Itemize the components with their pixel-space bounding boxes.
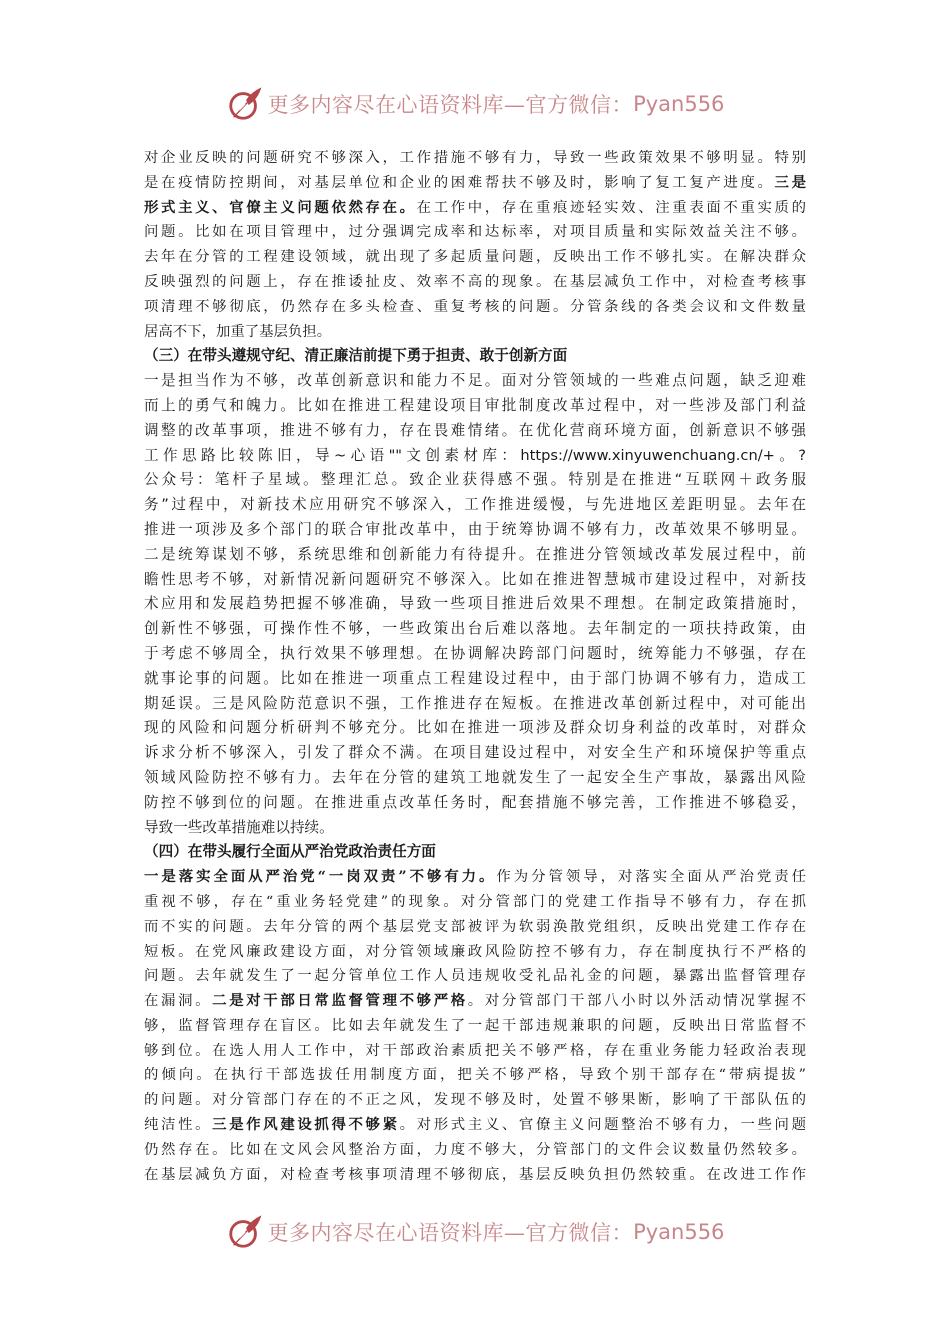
text-line: [144, 692, 806, 717]
text-line: [144, 295, 806, 320]
banner-text: 更多内容尽在心语资料库—官方微信：: [267, 93, 634, 117]
text-run: 。对分管部门干部八小时以外活动情况掌握不: [467, 993, 806, 1010]
text-run: 够到位。在选人用人工作中，对干部政治素质把关不够严格，存在重业务能力轻政治表现: [144, 1042, 806, 1059]
text-run: 在工作中，存在重痕迹轻实效、注重表面不重实质的: [416, 199, 806, 216]
text-line: [144, 667, 806, 692]
text-run: 推进一项涉及多个部门的联合审批改革中，由于统筹协调不够有力，改革效果不够明显。: [144, 520, 806, 538]
document-body: [144, 146, 806, 1187]
text-line: [144, 791, 806, 816]
text-line: [144, 840, 806, 865]
text-line: [144, 146, 806, 171]
text-run: 仍然存在。比如在文风会风整治方面，力度不够大，分管部门的文件会议数量仍然较多。: [144, 1141, 806, 1158]
wechat-id: Pyan556: [633, 1220, 725, 1244]
text-line: [144, 394, 806, 419]
text-run: 重视不够，存在“重业务轻党建”的现象。对分管部门的党建工作指导不够有力，存在抓: [144, 893, 806, 910]
text-line: [144, 1163, 806, 1188]
text-run: 问题。去年就发生了一起分管单位工作人员违规收受礼品礼金的问题，暴露出监督管理存: [144, 968, 806, 985]
text-run: 纯洁性。: [144, 1117, 213, 1134]
text-run: 现的风险和问题分析研判不够充分。比如在推进一项涉及群众切身利益的改革时，对群众: [144, 719, 806, 737]
text-line: [144, 989, 806, 1014]
text-run: 瞻性思考不够，对新情况新问题研究不够深入。比如在推进智慧城市建设过程中，对新技: [144, 570, 806, 588]
text-run: 公众号：笔杆子星域。整理汇总。致企业获得感不强。特别是在推进“互联网＋政务服: [144, 471, 806, 489]
text-run: 问题。比如在项目管理中，过分强调完成率和达标率，对项目质量和实际效益关注不够。: [144, 224, 806, 241]
text-line: [144, 493, 806, 518]
text-run: 导致一些改革措施难以持续。: [144, 818, 334, 836]
text-line: [144, 915, 806, 940]
text-line: [144, 617, 806, 642]
text-run: 调整的改革事项，推进不够有力，存在畏难情绪。在优化营商环境方面，创新意识不够强: [144, 421, 806, 439]
text-line: [144, 1113, 806, 1138]
bold-phrase: 一是落实全面从严治党“一岗双责”不够有力。: [144, 868, 497, 886]
text-line: [144, 964, 806, 989]
text-run: 够，监督管理存在盲区。比如去年就发生了一起干部违规兼职的问题，反映出日常监督不: [144, 1017, 806, 1034]
text-run: 而上的勇气和魄力。比如在推进工程建设项目审批制度改革过程中，对一些涉及部门利益: [144, 396, 806, 414]
footer-banner: [0, 1210, 950, 1254]
text-run: 工作思路比较陈旧，导~心语""文创素材库：https://www.xinyuwenchuang.cn/+。?: [144, 446, 806, 464]
bold-phrase: 形式主义、官僚主义问题依然存在。: [144, 198, 417, 216]
header-banner: [0, 82, 950, 126]
text-line: [144, 766, 806, 791]
text-run: 防控不够到位的问题。在推进重点改革任务时，配套措施不够完善，工作推进不够稳妥，: [144, 793, 806, 811]
text-line: [144, 890, 806, 915]
section-heading: （四）在带头履行全面从严治党政治责任方面: [144, 843, 436, 861]
text-line: [144, 220, 806, 245]
text-run: 反映强烈的问题上，存在推诿扯皮、效率不高的现象。在基层减负工作中，对检查考核事: [144, 273, 806, 290]
text-line: [144, 369, 806, 394]
wechat-id: Pyan556: [633, 92, 725, 116]
text-line: [144, 196, 806, 221]
text-line: [144, 270, 806, 295]
text-run: 术应用和发展趋势把握不够准确，导致一些项目推进后效果不理想。在制定政策措施时，: [144, 595, 806, 613]
text-run: 二是统筹谋划不够，系统思维和创新能力有待提升。在推进分管领域改革发展过程中，前: [144, 545, 806, 563]
text-line: [144, 444, 806, 469]
text-run: 作为分管领导，对落实全面从严治党责任: [496, 869, 806, 886]
text-line: [144, 1088, 806, 1113]
text-line: [144, 592, 806, 617]
text-run: 期延误。三是风险防范意识不强，工作推进存在短板。在推进改革创新过程中，对可能出: [144, 694, 806, 712]
text-run: 的倾向。在执行干部选拔任用制度方面，把关不够严格，导致个别干部存在“带病提拔”: [144, 1067, 806, 1084]
text-line: [144, 171, 806, 196]
feather-logo-icon: [226, 85, 264, 123]
banner-text: 更多内容尽在心语资料库—官方微信：: [267, 1221, 634, 1245]
text-run: 就事论事的问题。比如在推进一项重点工程建设过程中，由于部门协调不够有力，造成工: [144, 669, 806, 687]
text-run: 对企业反映的问题研究不够深入，工作措施不够有力，导致一些政策效果不够明显。特别: [144, 150, 806, 166]
bold-phrase: 三是: [774, 173, 806, 191]
text-line: [144, 320, 806, 345]
text-run: 于考虑不够周全，执行效果不够理想。在协调解决跨部门问题时，统筹能力不够强，存在: [144, 644, 806, 662]
text-line: [144, 245, 806, 270]
text-run: 在漏洞。: [144, 993, 213, 1010]
text-line: [144, 518, 806, 543]
text-line: [144, 1063, 806, 1088]
text-line: [144, 468, 806, 493]
text-run: 。对形式主义、官僚主义问题整治不够有力，一些问题: [399, 1117, 806, 1134]
text-line: [144, 543, 806, 568]
section-heading: （三）在带头遵规守纪、清正廉洁前提下勇于担责、敢于创新方面: [144, 347, 568, 365]
text-line: [144, 1039, 806, 1064]
feather-logo-icon: [226, 1213, 264, 1251]
text-run: 的问题。对分管部门存在的不正之风，发现不够及时，处置不够果断，影响了干部队伍的: [144, 1092, 806, 1109]
text-run: 创新性不够强，可操作性不够，一些政策出台后难以落地。去年制定的一项扶持政策，由: [144, 620, 806, 638]
bold-phrase: 三是作风建设抓得不够紧: [212, 1116, 400, 1134]
text-line: [144, 716, 806, 741]
text-run: 领域风险防控不够有力。去年在分管的建筑工地就发生了一起安全生产事故，暴露出风险: [144, 768, 806, 786]
text-line: [144, 865, 806, 890]
text-run: 去年在分管的工程建设领域，就出现了多起质量问题，反映出工作不够扎实。在解决群众: [144, 249, 806, 266]
text-line: [144, 1138, 806, 1163]
text-line: [144, 344, 806, 369]
text-run: 务”过程中，对新技术应用研究不够深入，工作推进缓慢，与先进地区差距明显。去年在: [144, 496, 806, 514]
text-line: [144, 940, 806, 965]
text-run: 在基层减负方面，对检查考核事项清理不够彻底，基层反映负担仍然较重。在改进工作作: [144, 1166, 806, 1183]
text-run: 居高不下，加重了基层负担。: [144, 323, 332, 340]
bold-phrase: 二是对干部日常监督管理不够严格: [212, 992, 468, 1010]
text-line: [144, 419, 806, 444]
text-run: 一是担当作为不够，改革创新意识和能力不足。面对分管领域的一些难点问题，缺乏迎难: [144, 372, 806, 390]
text-line: [144, 642, 806, 667]
text-line: [144, 568, 806, 593]
text-run: 短板。在党风廉政建设方面，对分管领域廉政风险防控不够有力，存在制度执行不严格的: [144, 943, 806, 960]
text-run: 诉求分析不够深入，引发了群众不满。在项目建设过程中，对安全生产和环境保护等重点: [144, 744, 806, 762]
text-run: 是在疫情防控期间，对基层单位和企业的困难帮扶不够及时，影响了复工复产进度。: [144, 174, 775, 191]
text-line: [144, 1014, 806, 1039]
text-line: [144, 741, 806, 766]
text-run: 项清理不够彻底，仍然存在多头检查、重复考核的问题。分管条线的各类会议和文件数量: [144, 298, 806, 315]
text-line: [144, 816, 806, 841]
text-run: 而不实的问题。去年分管的两个基层党支部被评为软弱涣散党组织，反映出党建工作存在: [144, 918, 806, 935]
